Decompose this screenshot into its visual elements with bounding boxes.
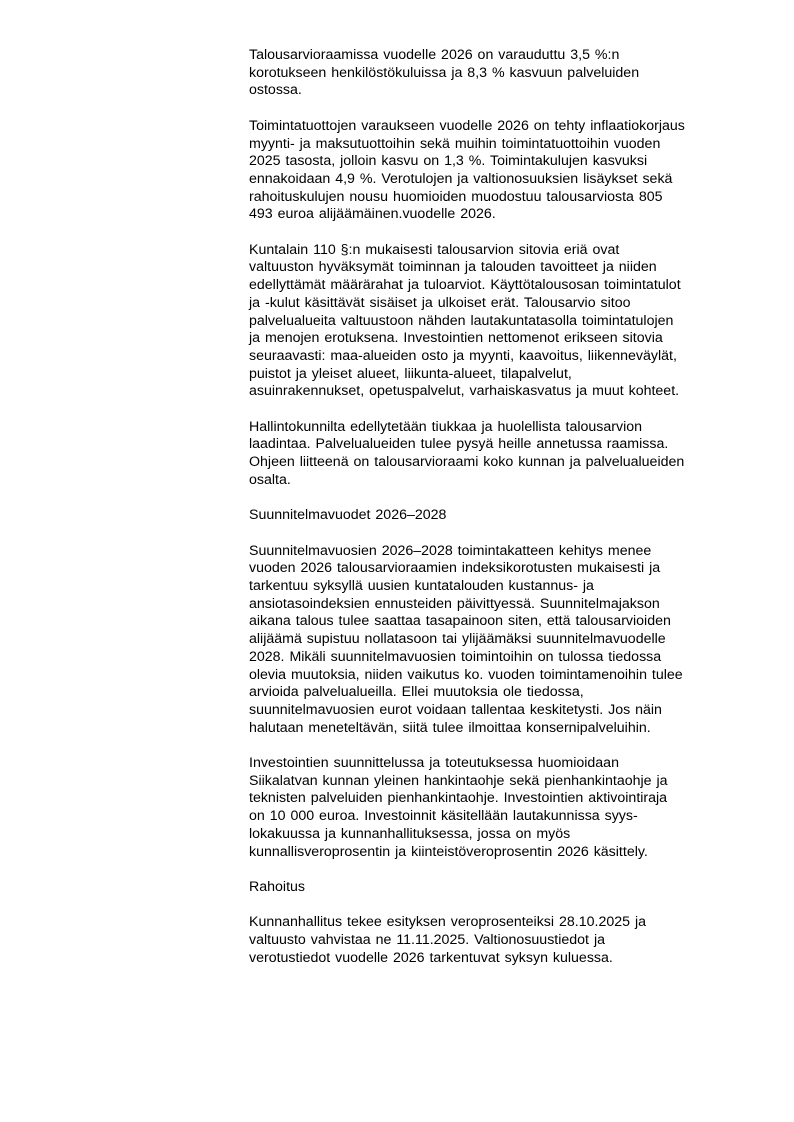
text-line: korotukseen henkilöstökuluissa ja 8,3 % kasvuun palveluiden (249, 64, 640, 81)
text-line: tarkentuu syksyllä uusien kuntatalouden kustannus- ja (249, 578, 594, 595)
text-line: ja -kulut käsittävät sisäiset ja ulkoiset erät. Talousarvio sitoo (249, 294, 631, 311)
text-line: 2028. Mikäli suunnitelmavuosien toimintoihin on tulossa tiedossa (249, 648, 662, 665)
text-line: Investointien suunnittelussa ja toteutuksessa huomioidaan (249, 755, 619, 772)
text-line: vuoden 2026 talousarvioraamien indeksikorotusten mukaisesti ja (249, 560, 661, 577)
text-line: Hallintokunnilta edellytetään tiukkaa ja huolellista talousarvion (249, 418, 643, 435)
text-line: valtuuston hyväksymät toiminnan ja talouden tavoitteet ja niiden (249, 259, 657, 276)
text-line: on 10 000 euroa. Investoinnit käsitellään lautakunnissa syys- (249, 808, 638, 825)
paragraph-administration (249, 419, 749, 490)
text-line: teknisten palveluiden pienhankintaohje. Investointien aktivointiraja (249, 790, 668, 807)
text-line: kunnallisveroprosentin ja kiinteistöveroprosentin 2026 käsittely. (249, 843, 648, 860)
text-line: Suunnitelmavuodet 2026–2028 (249, 507, 447, 524)
text-line: suunnitelmavuosien eurot voidaan tallentaa keskitetysti. Jos näin (249, 701, 662, 718)
text-line: laadintaa. Palvelualueiden tulee pysyä heille annetussa raamissa. (249, 436, 669, 453)
text-line: puistot ja yleiset alueet, liikunta-alueet, tilapalvelut, (249, 365, 572, 382)
paragraph-budget-frame (249, 47, 749, 100)
text-line: ostossa. (249, 82, 302, 99)
text-line: arvioida palvelualueilla. Ellei muutoksia ole tiedossa, (249, 684, 584, 701)
paragraph-operating-income (249, 118, 749, 224)
heading-planning-years (249, 507, 749, 525)
text-line: Siikalatvan kunnan yleinen hankintaohje sekä pienhankintaohje ja (249, 772, 668, 789)
text-line: ja menojen erotuksena. Investointien nettomenot erikseen sitovia (249, 330, 663, 347)
paragraph-binding-items (249, 242, 749, 401)
text-line: Kuntalain 110 §:n mukaisesti talousarvion sitovia eriä ovat (249, 241, 620, 258)
text-line: Ohjeen liitteenä on talousarvioraami koko kunnan ja palvelualueiden (249, 454, 685, 471)
text-line: verotustiedot vuodelle 2026 tarkentuvat syksyn kuluessa. (249, 949, 613, 966)
text-line: 493 euroa alijäämäinen.vuodelle 2026. (249, 206, 496, 223)
text-line: Rahoitus (249, 878, 305, 895)
paragraph-planning-years (249, 543, 749, 738)
paragraph-investments (249, 755, 749, 861)
text-line: rahoituskulujen nousu huomioiden muodostuu talousarviosta 805 (249, 188, 663, 205)
text-line: Toimintatuottojen varaukseen vuodelle 2026 on tehty inflaatiokorjaus (249, 117, 685, 134)
text-line: halutaan meneteltävän, siitä tulee ilmoittaa konsernipalveluihin. (249, 719, 651, 736)
text-line: ansiotasoindeksien ennusteiden päivittyessä. Suunnitelmajakson (249, 595, 660, 612)
document-page (249, 47, 749, 985)
text-line: 2025 tasosta, jolloin kasvu on 1,3 %. Toimintakulujen kasvuksi (249, 153, 648, 170)
paragraph-financing (249, 914, 749, 967)
heading-financing (249, 879, 749, 897)
text-line: lokakuussa ja kunnanhallituksessa, jossa on myös (249, 825, 571, 842)
text-line: seuraavasti: maa-alueiden osto ja myynti, kaavoitus, liikenneväylät, (249, 347, 677, 364)
text-line: asuinrakennukset, opetuspalvelut, varhaiskasvatus ja muut kohteet. (249, 383, 680, 400)
text-line: Talousarvioraamissa vuodelle 2026 on varauduttu 3,5 %:n (249, 47, 620, 63)
text-line: palvelualueita valtuustoon nähden lautakuntatasolla toimintatulojen (249, 312, 674, 329)
text-line: Suunnitelmavuosien 2026–2028 toimintakatteen kehitys menee (249, 542, 652, 559)
text-line: edellyttämät määrärahat ja tuloarviot. Käyttötalousosan toimintatulot (249, 277, 681, 294)
text-line: alijäämä supistuu nollatasoon tai ylijäämäksi suunnitelmavuodelle (249, 631, 666, 648)
text-line: olevia muutoksia, niiden vaikutus ko. vuoden toimintamenoihin tulee (249, 666, 683, 683)
text-line: myynti- ja maksutuottoihin sekä muihin toimintatuottoihin vuoden (249, 135, 661, 152)
text-line: valtuusto vahvistaa ne 11.11.2025. Valtionosuustiedot ja (249, 932, 605, 949)
text-line: Kunnanhallitus tekee esityksen veroprosenteiksi 28.10.2025 ja (249, 914, 646, 931)
text-line: osalta. (249, 471, 291, 488)
text-line: ennakoidaan 4,9 %. Verotulojen ja valtionosuuksien lisäykset sekä (249, 170, 673, 187)
text-line: aikana talous tulee saattaa tasapainoon siten, että talousarvioiden (249, 613, 671, 630)
